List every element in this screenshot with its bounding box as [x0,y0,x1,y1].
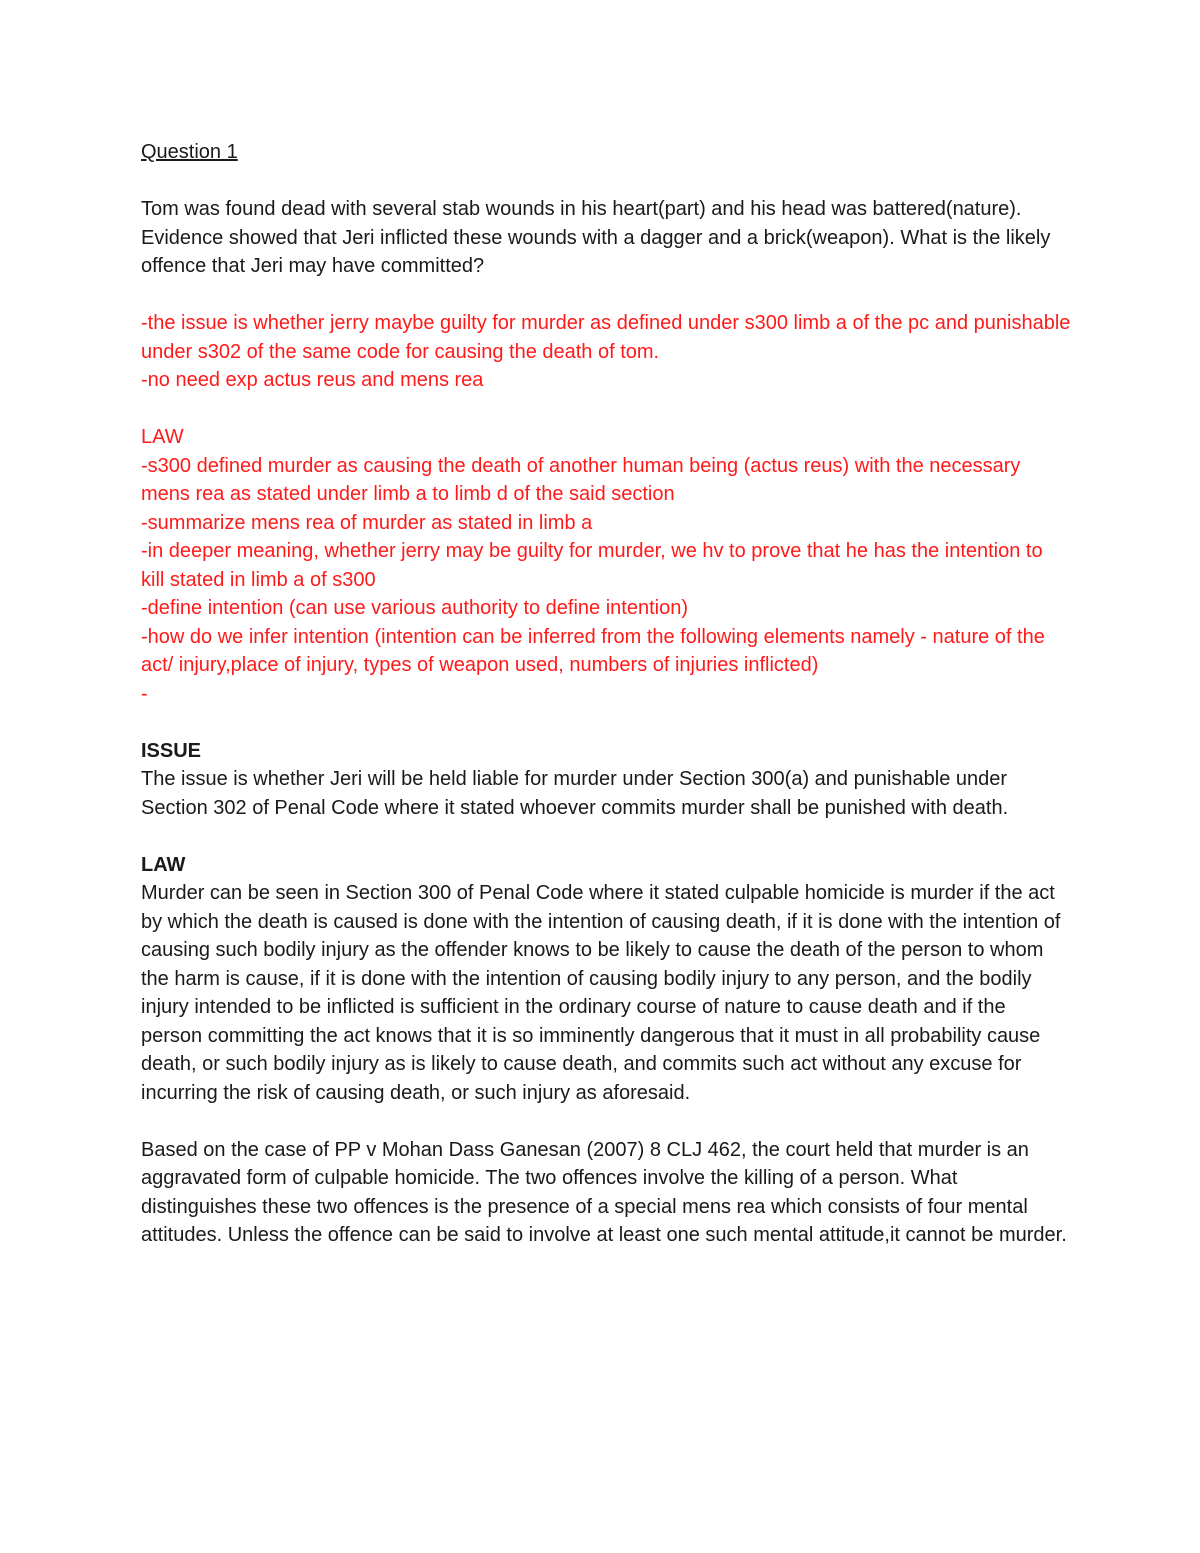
issue-text: The issue is whether Jeri will be held liable for murder under Section 300(a) and punishable under Section 302 of Penal Code where it stated whoever commits murder shall be punished with death. [141,768,1009,819]
note-law-line: -define intention (can use various authority to define intention) [141,597,689,619]
question-text: Tom was found dead with several stab wounds in his heart(part) and his head was battered(nature). Evidence showed that Jeri inflicted these wounds with a dagger and a brick(weapon). What is the likely offence that Jeri may have committed? [141,198,1051,277]
note-law-line: -s300 defined murder as causing the death of another human being (actus reus) with the necessary mens rea as stated under limb a to limb d of the said section [141,454,1021,505]
spacer [141,281,1071,310]
spacer [141,1107,1071,1136]
spacer [141,822,1071,851]
note-law-line: -how do we infer intention (intention can be inferred from the following elements namely - nature of the act/ injury,place of injury, types of weapon used, numbers of injuries inflicted) [141,625,1045,676]
note-issue-line: -the issue is whether jerry maybe guilty for murder as defined under s300 limb a of the pc and punishable under s302 of the same code for causing the death of tom. [141,312,1071,363]
issue-heading: ISSUE [141,739,202,762]
law-paragraph: Based on the case of PP v Mohan Dass Ganesan (2007) 8 CLJ 462, the court held that murder is an aggravated form of culpable homicide. The two offences involve the killing of a person. What distinguishes these two offences is the presence of a special mens rea which consists of four mental attitudes. Unless the offence can be said to involve at least one such mental attitude,it cannot be murder. [141,1138,1067,1246]
note-law-heading: LAW [141,426,184,448]
spacer [141,708,1071,737]
annotation-notes [141,309,1071,708]
note-law-line: -summarize mens rea of murder as stated in limb a [141,511,593,534]
document-page [141,138,1071,1250]
spacer [141,167,1071,196]
question-title: Question 1 [141,141,238,163]
note-law-line: - [141,682,148,705]
spacer [141,395,1071,424]
law-heading: LAW [141,853,186,876]
law-paragraph: Murder can be seen in Section 300 of Penal Code where it stated culpable homicide is murder if the act by which the death is caused is done with the intention of causing death, if it is done with the intention of causing such bodily injury as the offender knows to be likely to cause the death of the person to whom the harm is cause, if it is done with the intention of causing bodily injury to any person, and the bodily injury intended to be inflicted is sufficient in the ordinary course of nature to cause death and if the person committing the act knows that it is so imminently dangerous that it must in all probability cause death, or such bodily injury as is likely to cause death, and commits such act without any excuse for incurring the risk of causing death, or such injury as aforesaid. [141,882,1061,1104]
note-law-line: -in deeper meaning, whether jerry may be guilty for murder, we hv to prove that he has the intention to kill stated in limb a of s300 [141,540,1043,591]
note-issue-line: -no need exp actus reus and mens rea [141,369,484,391]
